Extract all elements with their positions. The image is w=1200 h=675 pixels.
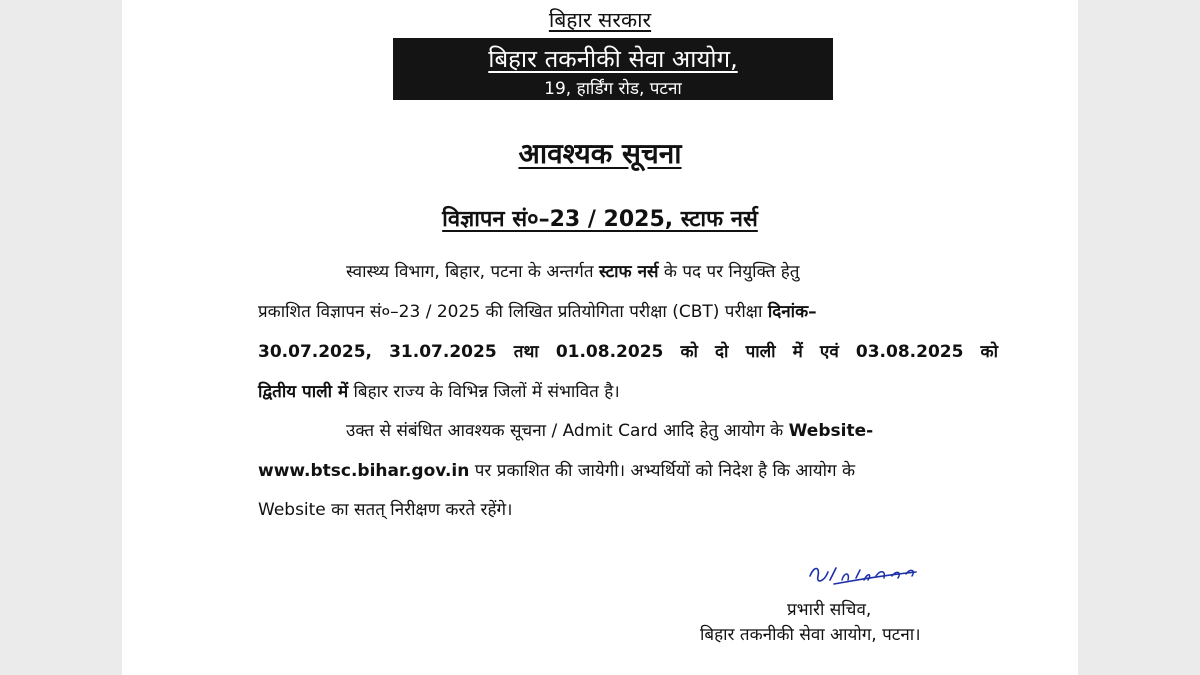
signatory-office: बिहार तकनीकी सेवा आयोग, पटना। [700,625,921,645]
commission-header-box [393,38,833,100]
para2-line1: उक्त से संबंधित आवश्यक सूचना / Admit Card आदि हेतु आयोग के Website- [346,421,874,441]
handwritten-signature [806,562,926,592]
para1-line2: प्रकाशित विज्ञापन सं०–23 / 2025 की लिखित प्रतियोगिता परीक्षा (CBT) परीक्षा दिनांक– [258,302,817,322]
website-label: Website- [788,421,874,441]
para1-line3 [258,339,998,362]
para2-line3: Website का सतत् निरीक्षण करते रहेंगे। [258,500,513,520]
second-shift: द्वितीय पाली में [258,382,349,402]
commission-name: बिहार तकनीकी सेवा आयोग, [488,45,738,73]
commission-address: 19, हार्डिंग रोड, पटना [544,79,682,99]
website-url[interactable]: www.btsc.bihar.gov.in [258,461,470,481]
post-name: स्टाफ नर्स [598,262,659,282]
para1-line4: द्वितीय पाली में बिहार राज्य के विभिन्न जिलों में संभावित है। [258,382,620,402]
date-label: दिनांक– [767,302,817,322]
para1-line1: स्वास्थ्य विभाग, बिहार, पटना के अन्तर्गत स्टाफ नर्स के पद पर नियुक्ति हेतु [346,262,800,282]
signatory-designation: प्रभारी सचिव, [787,600,872,620]
exam-dates: 30.07.2025, 31.07.2025 तथा 01.08.2025 को दो पाली में एवं 03.08.2025 को [258,342,998,362]
notice-page [122,0,1078,675]
notice-title: आवश्यक सूचना [518,137,682,170]
advertisement-heading: विज्ञापन सं०–23 / 2025, स्टाफ नर्स [442,207,758,232]
government-heading: बिहार सरकार [548,8,652,32]
para2-line2: www.btsc.bihar.gov.in पर प्रकाशित की जायेगी। अभ्यर्थियों को निदेश है कि आयोग के [258,461,856,481]
